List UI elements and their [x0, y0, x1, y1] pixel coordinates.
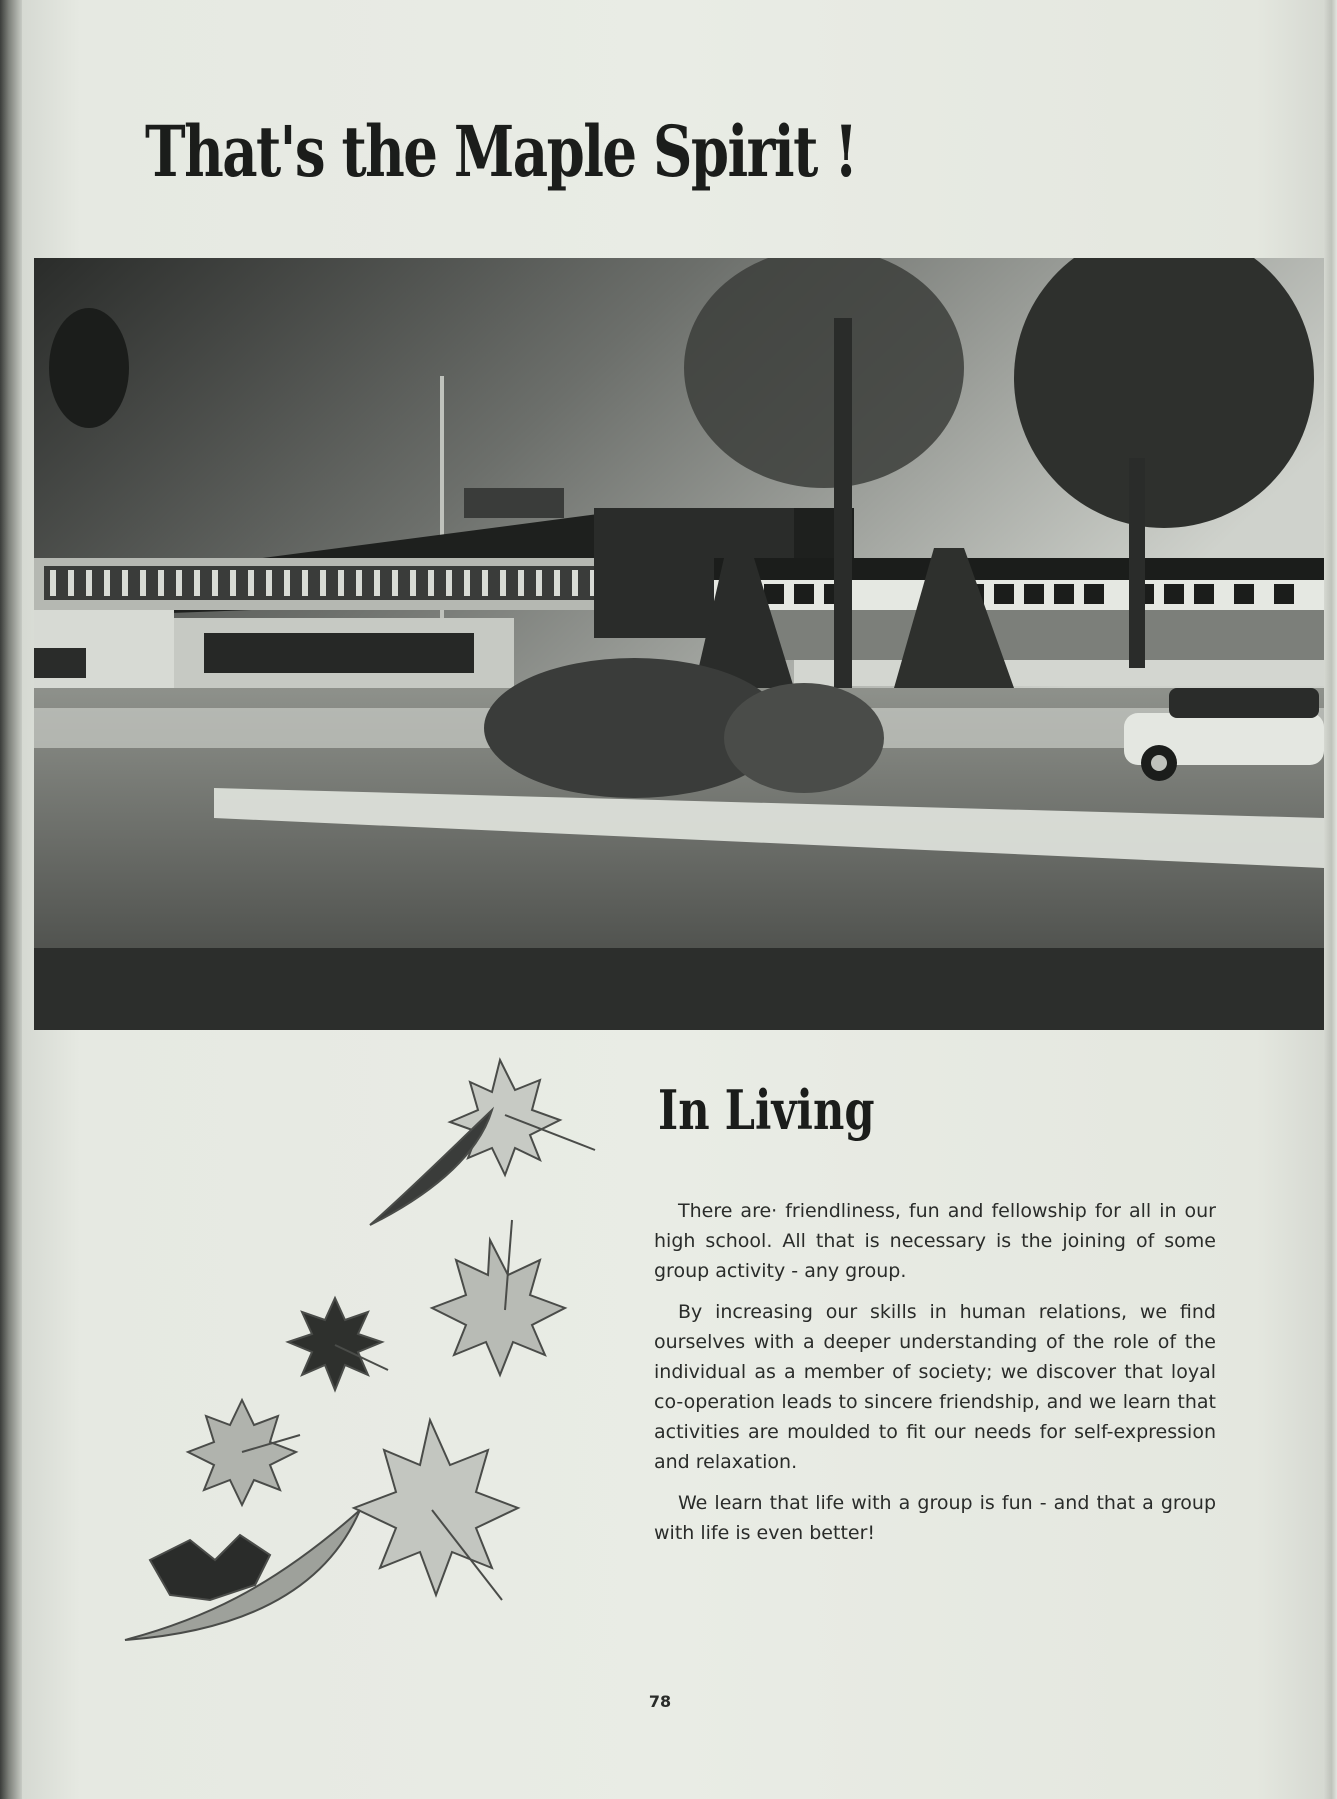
page-headline: That's the Maple Spirit !	[145, 110, 857, 193]
paragraph: We learn that life with a group is fun - and that a group with life is even better!	[654, 1492, 1216, 1544]
paragraph: There are· friendliness, fun and fellowship for all in our high school. All that is necessary is the joining of some group activity - any group.	[654, 1200, 1216, 1282]
school-building-photo	[34, 258, 1324, 1030]
paragraph: By increasing our skills in human relations, we find ourselves with a deeper understanding of the role of the individual as a member of society; we discover that loyal co-operation leads to sincere friendship, and we learn that activities are moulded to fit our needs for self-expression and relaxation.	[654, 1301, 1216, 1473]
falling-maple-leaves-illustration	[120, 1040, 620, 1660]
page-number: 78	[648, 1692, 672, 1711]
section-title: In Living	[658, 1078, 875, 1142]
body-text	[654, 1196, 1216, 1559]
page-edge	[1323, 0, 1337, 1799]
page-binding-shadow	[0, 0, 22, 1799]
